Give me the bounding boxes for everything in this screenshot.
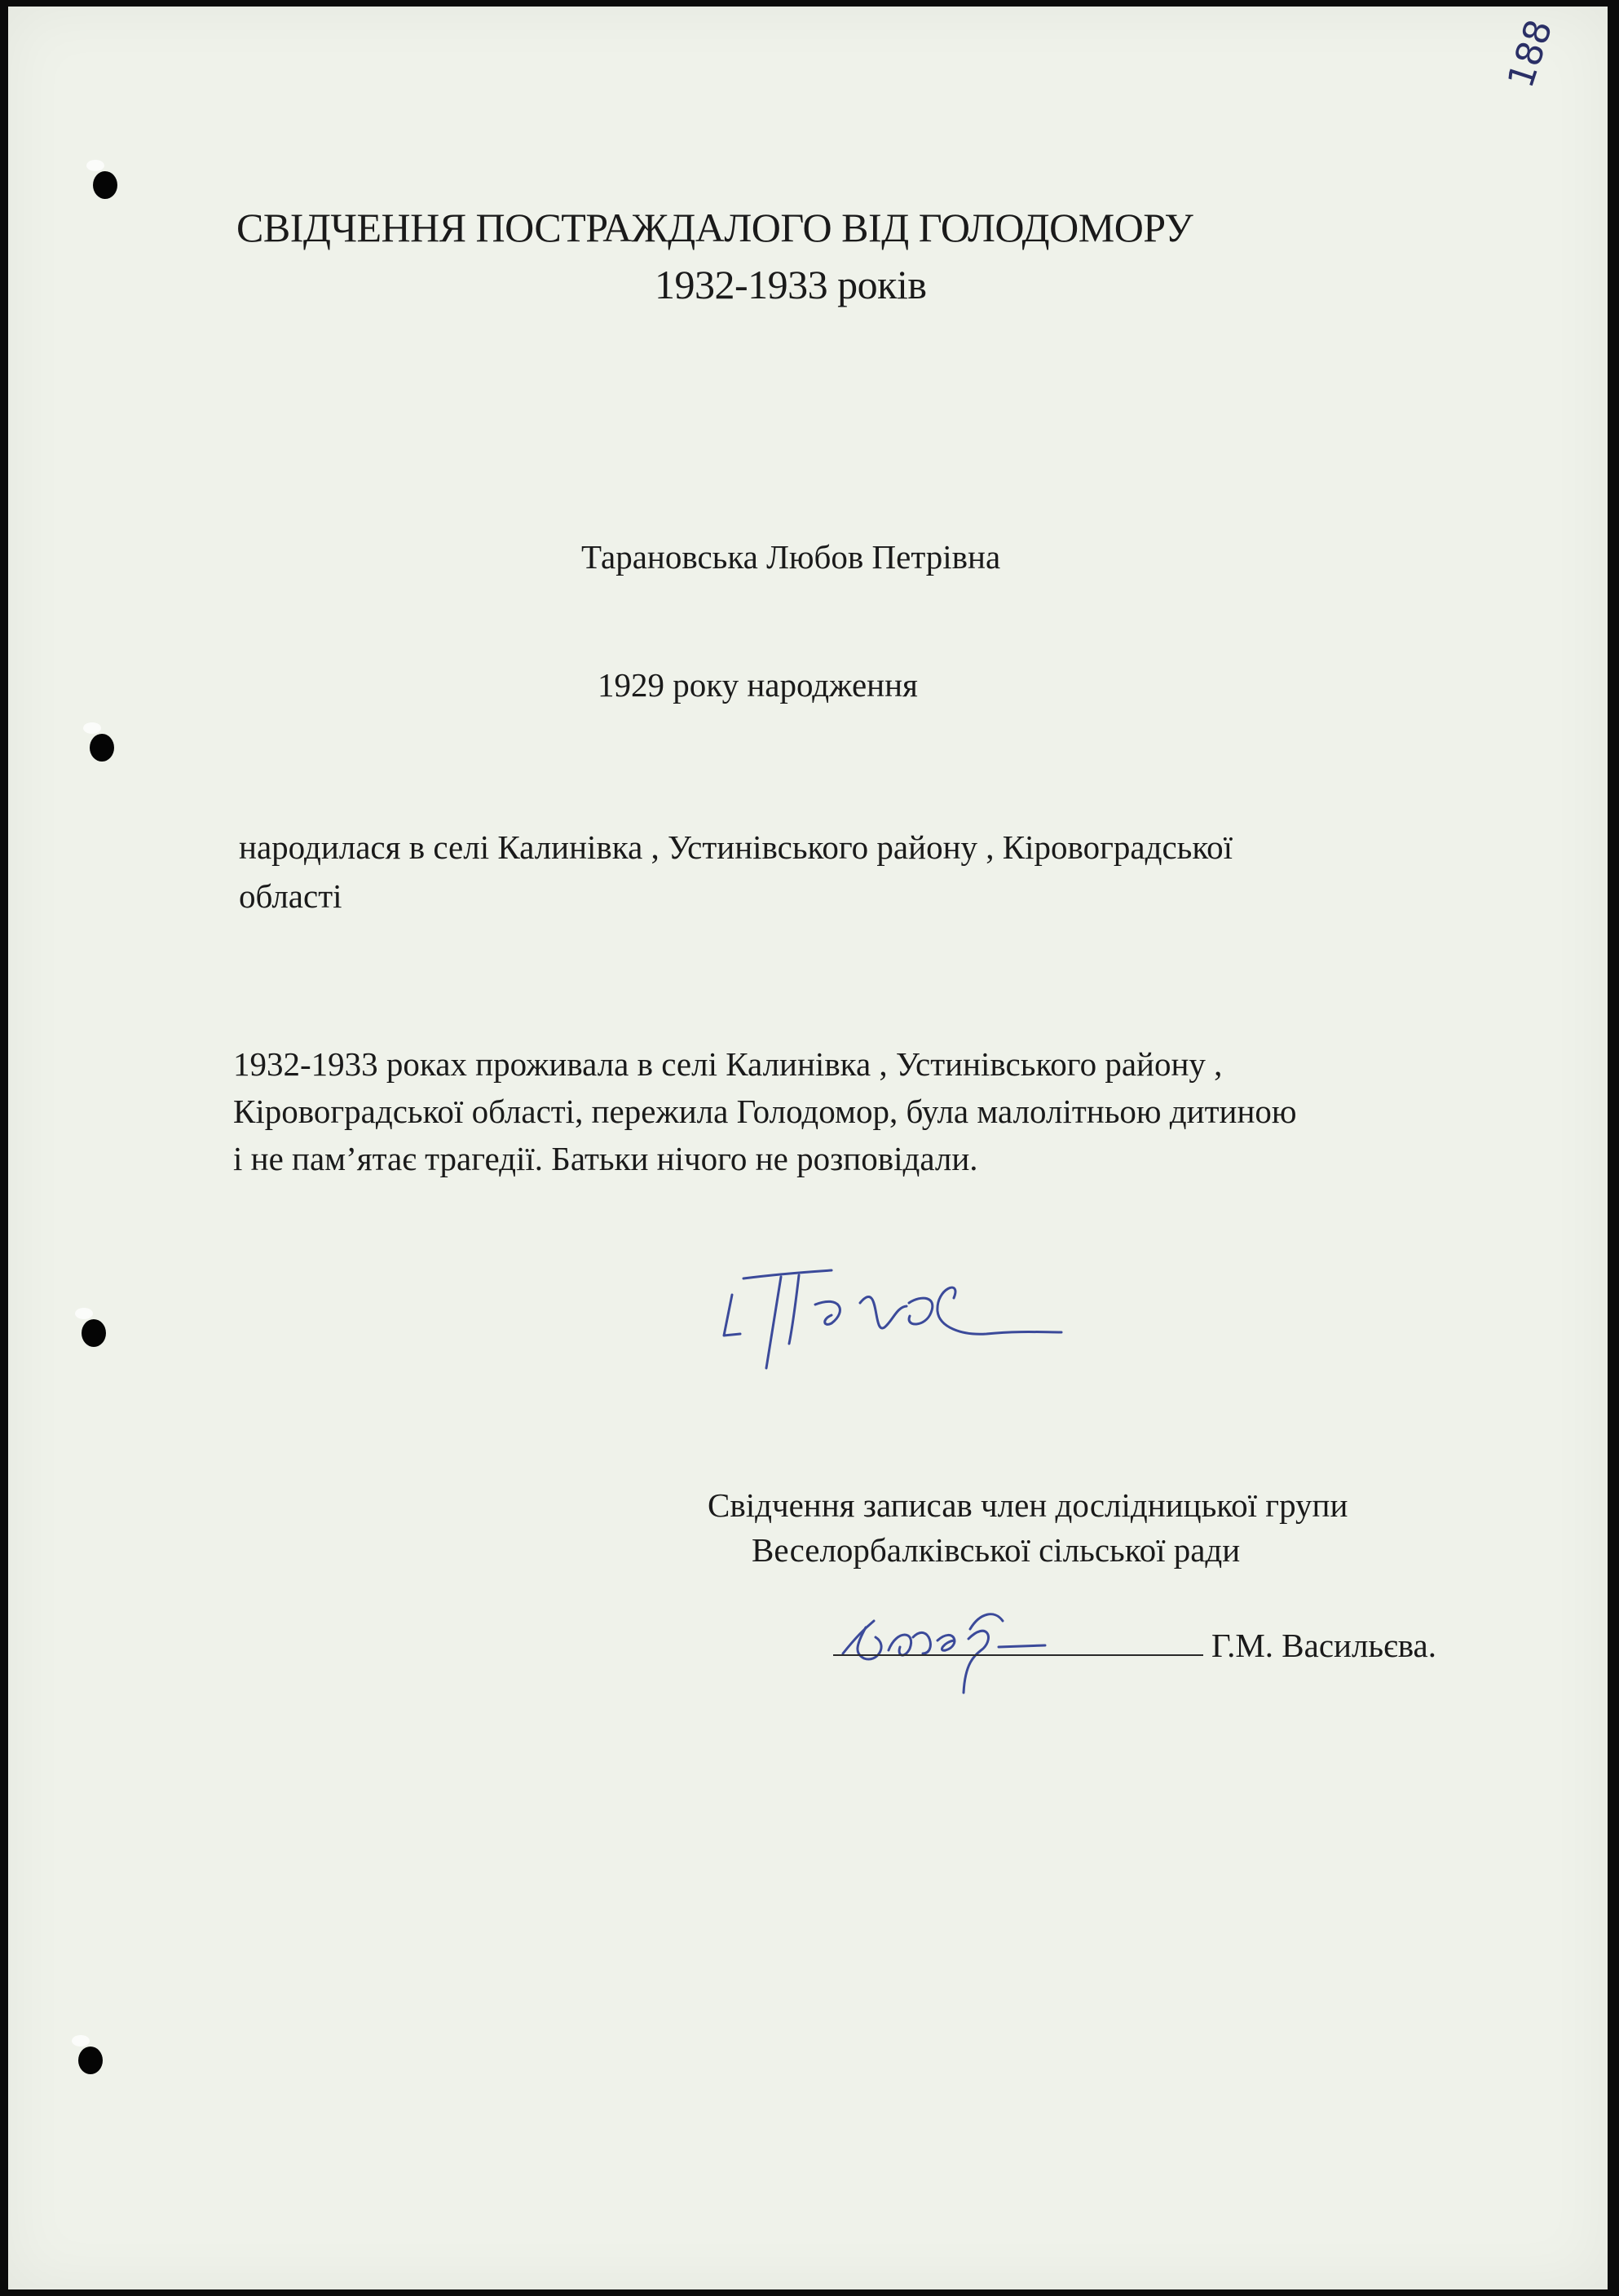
recorder-line-1: Свідчення записав член дослідницької групи xyxy=(708,1486,1348,1524)
recorder-signature xyxy=(832,1588,1092,1711)
birthplace-line-2: області xyxy=(239,877,342,915)
document-page xyxy=(8,7,1608,2289)
person-name: Тарановська Любов Петрівна xyxy=(581,538,1001,576)
punch-hole-2 xyxy=(90,734,114,762)
birthplace-line-1: народилася в селі Калинівка , Устинівського району , Кіровоградської xyxy=(239,828,1233,866)
recorder-name: Г.М. Васильєва. xyxy=(1211,1627,1436,1664)
punch-hole-1 xyxy=(93,171,117,199)
punch-hole-3 xyxy=(82,1319,106,1347)
signature-line xyxy=(833,1654,1203,1656)
punch-hole-4 xyxy=(78,2047,103,2074)
testimony-line-1: 1932-1933 роках проживала в селі Калинівка , Устинівського району , xyxy=(233,1045,1223,1083)
testimony-line-2: Кіровоградської області, пережила Голодомор, була малолітньою дитиною xyxy=(233,1093,1297,1130)
title-line-2: 1932-1933 років xyxy=(655,262,927,307)
birth-year: 1929 року народження xyxy=(598,666,918,704)
title-line-1: СВІДЧЕННЯ ПОСТРАЖДАЛОГО ВІД ГОЛОДОМОРУ xyxy=(236,205,1193,250)
testimony-line-3: і не пам’ятає трагедії. Батьки нічого не розповідали. xyxy=(233,1140,978,1177)
recorder-line-2: Веселорбалківської сільської ради xyxy=(752,1531,1241,1569)
page-number: 188 xyxy=(1500,15,1561,93)
witness-signature xyxy=(717,1246,1068,1384)
